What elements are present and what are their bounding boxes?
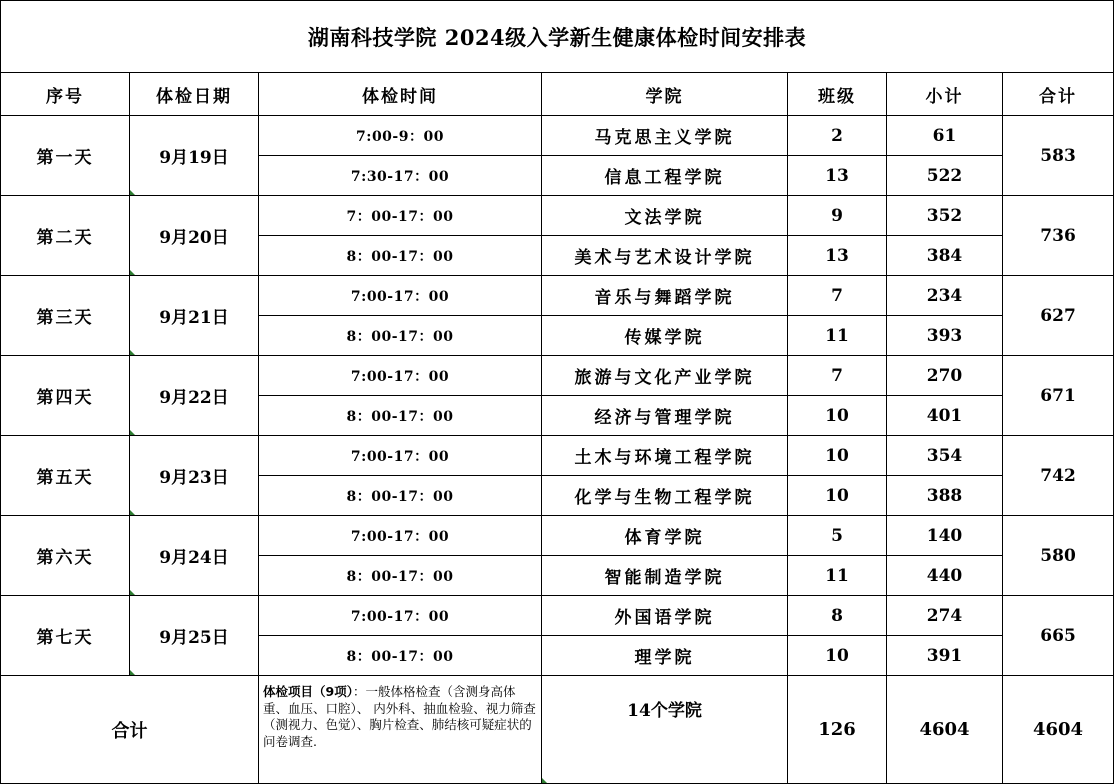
exam-items-heading: 体检项目（9项） [263,684,353,699]
day-total: 665 [1003,596,1114,676]
day-date: 9月24日 [130,516,259,596]
student-subtotal: 270 [887,356,1003,396]
day-date: 9月22日 [130,356,259,436]
summary-label: 合计 [1,676,259,784]
summary-total: 4604 [1003,676,1114,784]
exam-time: 7:30-17：00 [259,156,542,196]
exam-time: 7:00-17：00 [259,596,542,636]
exam-time: 7:00-17：00 [259,436,542,476]
exam-time: 7:00-17：00 [259,276,542,316]
day-date: 9月23日 [130,436,259,516]
header-total: 合计 [1003,73,1114,116]
day-date: 9月21日 [130,276,259,356]
day-date: 9月19日 [130,116,259,196]
college-name: 传媒学院 [542,316,788,356]
exam-items-body: ：一般体格检查（含测身高体重、血压、口腔）、 内外科、抽血检验、视力筛查（测视力、色觉）、胸片检查、肺结核可疑症状的问卷调查. [263,684,536,749]
summary-colleges: 14个学院 [542,676,788,784]
table-row [1,596,1114,636]
class-count: 11 [788,556,887,596]
day-seq: 第二天 [1,196,130,276]
header-row [1,73,1114,116]
summary-row [1,676,1114,784]
student-subtotal: 354 [887,436,1003,476]
student-subtotal: 401 [887,396,1003,436]
table-row [1,516,1114,556]
college-name: 土木与环境工程学院 [542,436,788,476]
table-row [1,356,1114,396]
exam-items-note [259,676,542,784]
header-classes: 班级 [788,73,887,116]
college-name: 美术与艺术设计学院 [542,236,788,276]
exam-time: 8：00-17：00 [259,556,542,596]
exam-time: 7：00-17：00 [259,196,542,236]
student-subtotal: 234 [887,276,1003,316]
class-count: 10 [788,396,887,436]
exam-time: 8：00-17：00 [259,396,542,436]
class-count: 10 [788,476,887,516]
day-seq: 第一天 [1,116,130,196]
table-row [1,436,1114,476]
college-name: 化学与生物工程学院 [542,476,788,516]
header-date: 体检日期 [130,73,259,116]
college-name: 信息工程学院 [542,156,788,196]
student-subtotal: 352 [887,196,1003,236]
day-total: 583 [1003,116,1114,196]
college-name: 旅游与文化产业学院 [542,356,788,396]
exam-time: 7:00-9：00 [259,116,542,156]
exam-time: 8：00-17：00 [259,476,542,516]
day-total: 736 [1003,196,1114,276]
summary-subtotal: 4604 [887,676,1003,784]
day-date: 9月20日 [130,196,259,276]
college-name: 音乐与舞蹈学院 [542,276,788,316]
student-subtotal: 274 [887,596,1003,636]
header-seq: 序号 [1,73,130,116]
college-name: 外国语学院 [542,596,788,636]
class-count: 13 [788,236,887,276]
day-seq: 第五天 [1,436,130,516]
exam-time: 8：00-17：00 [259,236,542,276]
college-name: 马克思主义学院 [542,116,788,156]
table-row [1,196,1114,236]
class-count: 8 [788,596,887,636]
college-name: 体育学院 [542,516,788,556]
student-subtotal: 388 [887,476,1003,516]
summary-classes: 126 [788,676,887,784]
header-time: 体检时间 [259,73,542,116]
class-count: 7 [788,356,887,396]
student-subtotal: 140 [887,516,1003,556]
page-title: 湖南科技学院 2024级入学新生健康体检时间安排表 [1,1,1114,73]
class-count: 7 [788,276,887,316]
exam-time: 8：00-17：00 [259,316,542,356]
exam-time: 8：00-17：00 [259,636,542,676]
college-name: 经济与管理学院 [542,396,788,436]
class-count: 11 [788,316,887,356]
day-total: 671 [1003,356,1114,436]
college-name: 文法学院 [542,196,788,236]
class-count: 9 [788,196,887,236]
student-subtotal: 522 [887,156,1003,196]
day-total: 627 [1003,276,1114,356]
table-row [1,116,1114,156]
day-seq: 第三天 [1,276,130,356]
day-total: 742 [1003,436,1114,516]
student-subtotal: 440 [887,556,1003,596]
class-count: 2 [788,116,887,156]
header-subtotal: 小计 [887,73,1003,116]
day-date: 9月25日 [130,596,259,676]
header-college: 学院 [542,73,788,116]
class-count: 13 [788,156,887,196]
exam-time: 7:00-17：00 [259,356,542,396]
table-row [1,276,1114,316]
student-subtotal: 384 [887,236,1003,276]
day-total: 580 [1003,516,1114,596]
class-count: 10 [788,436,887,476]
class-count: 5 [788,516,887,556]
student-subtotal: 393 [887,316,1003,356]
class-count: 10 [788,636,887,676]
student-subtotal: 61 [887,116,1003,156]
college-name: 智能制造学院 [542,556,788,596]
college-name: 理学院 [542,636,788,676]
student-subtotal: 391 [887,636,1003,676]
day-seq: 第七天 [1,596,130,676]
day-seq: 第四天 [1,356,130,436]
exam-time: 7:00-17：00 [259,516,542,556]
day-seq: 第六天 [1,516,130,596]
